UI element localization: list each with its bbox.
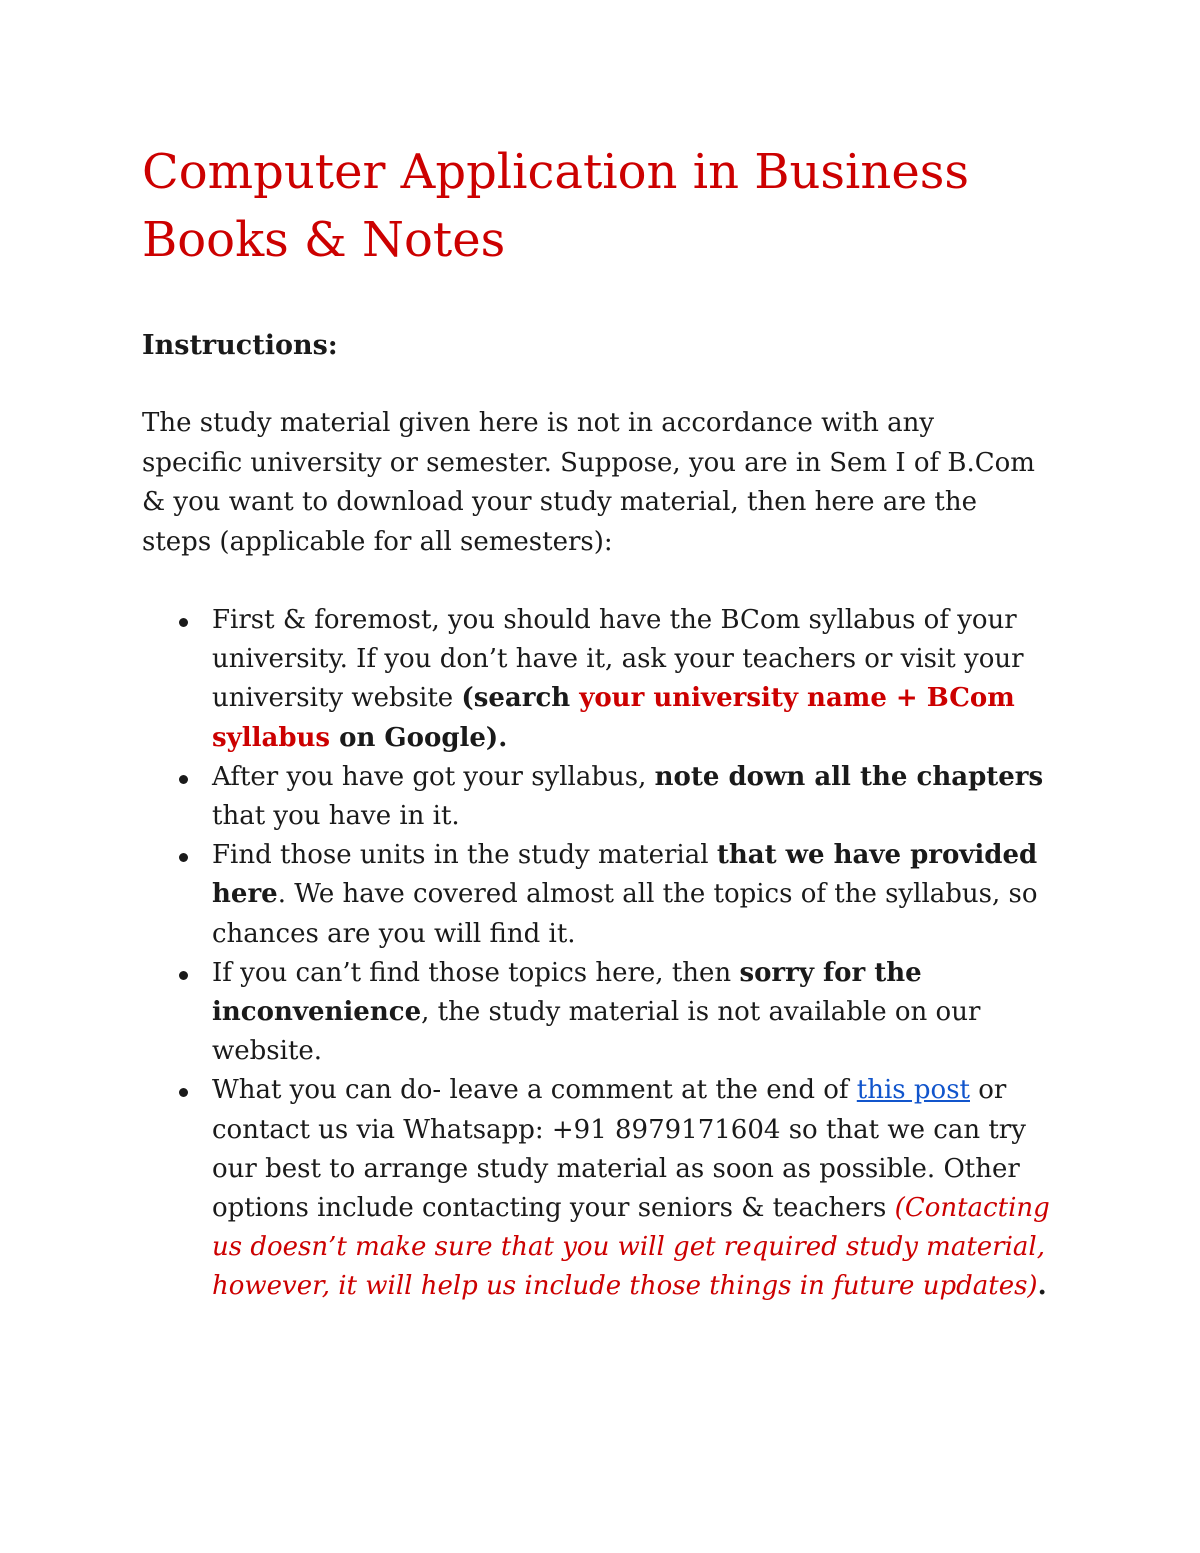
step-text: . We have covered almost all the topics of the syllabus, so chances are you will find it. [212,879,1038,949]
step-text: If you can’t find those topics here, then [212,957,740,988]
steps-list [142,601,1072,1307]
step-bold-text: (search [461,683,580,714]
title-line-2: Books & Notes [142,212,506,268]
step-bold-text: sorry for the inconvenience [212,957,922,1028]
step-bold-text: that we have provided here [212,840,1038,910]
bullet-icon [179,853,188,862]
step-bold-text: on Google) [330,722,499,753]
disclaimer-note: (Contacting us doesn’t make sure that you will get required study material, however, it will help us include those things in future updates) [212,1193,1050,1302]
bullet-icon [179,618,188,627]
step-highlight-text: your university name + BCom syllabus [212,683,1015,753]
document-title [142,138,1072,274]
bullet-icon [179,971,188,980]
title-line-1: Computer Application in Business [142,144,969,200]
step-text: Find those units in the study material [212,840,717,871]
bullet-icon [179,775,188,784]
instructions-heading: Instructions: [142,330,338,361]
step-text: . [1037,1271,1047,1302]
step-text: that you have in it. [212,801,460,832]
list-item [142,836,1072,954]
this-post-link[interactable]: this post [856,1075,970,1106]
step-text: , the study material is not available on our website. [212,997,981,1067]
step-text: . [498,722,508,753]
bullet-icon [179,1088,188,1097]
step-bold-text: note down all the chapters [654,761,1044,792]
list-item [142,601,1072,758]
step-text: After you have got your syllabus, [212,761,655,792]
document-page [142,138,1072,1307]
step-text: First & foremost, you should have the BCom syllabus of your university. If you don’t have it, ask your teachers or visit your university website [212,605,1024,714]
list-item [142,954,1072,1072]
list-item [142,758,1072,836]
step-text: or contact us via Whatsapp: +91 8979171604 so that we can try our best to arrange study material as soon as possible. Other options include contacting your seniors & teachers [212,1075,1026,1224]
step-text: What you can do- leave a comment at the end of [212,1075,857,1106]
intro-paragraph: The study material given here is not in accordance with any specific university or semester. Suppose, you are in Sem I of B.Com & you want to download your study material, then here are the steps (applicable for all semesters): [142,408,1035,557]
list-item [142,1071,1072,1306]
